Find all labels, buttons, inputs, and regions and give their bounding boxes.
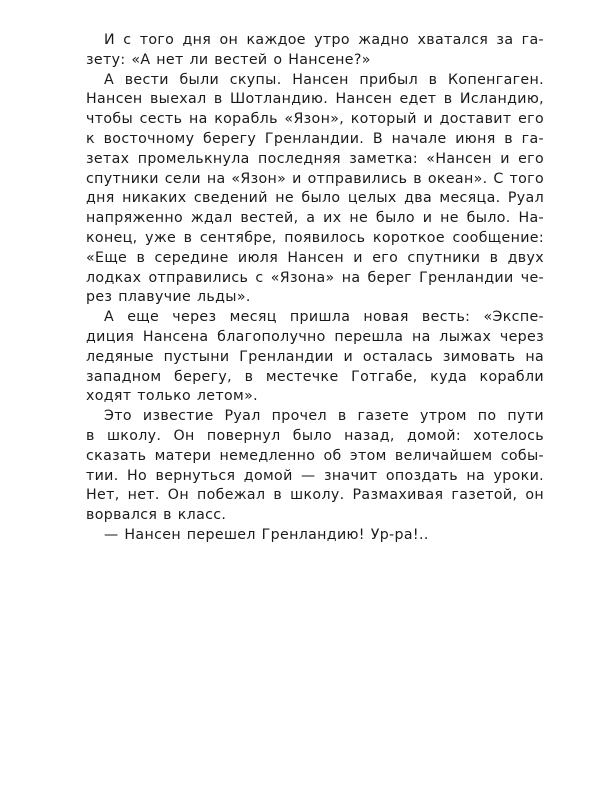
text-line: Нансен выехал в Шотландию. Нансен едет в Исландию, bbox=[86, 91, 544, 108]
paragraph bbox=[86, 526, 544, 546]
paragraph bbox=[86, 31, 544, 71]
text-line: диция Нансена благополучно перешла на лыжах через bbox=[86, 328, 544, 345]
text-line: в школу. Он повернул было назад, домой: хотелось bbox=[86, 427, 544, 444]
text-line: А еще через месяц пришла новая весть: «Экспе- bbox=[104, 309, 544, 326]
text-line: лодках отправились с «Язона» на берег Гренландии че- bbox=[86, 269, 544, 286]
text-line: Это известие Руал прочел в газете утром по пути bbox=[104, 408, 544, 425]
text-line: к восточному берегу Гренландии. В начале июня в га- bbox=[86, 130, 544, 147]
text-line: ворвался в класс. bbox=[86, 507, 227, 524]
text-line: — Нансен перешел Гренландию! Ур-ра!.. bbox=[104, 526, 429, 543]
text-line: сказать матери немедленно об этом величайшем собы- bbox=[86, 447, 544, 464]
text-line: Нет, нет. Он побежал в школу. Размахивая газетой, он bbox=[86, 487, 544, 504]
text-line: «Еще в середине июля Нансен и его спутники в двух bbox=[86, 249, 544, 266]
paragraph bbox=[86, 407, 544, 526]
text-line: чтобы сесть на корабль «Язон», который и доставит его bbox=[86, 111, 544, 128]
text-line: ходят только летом». bbox=[86, 388, 258, 405]
text-line: зетах промелькнула последняя заметка: «Нансен и его bbox=[86, 150, 544, 167]
text-line: напряженно ждал вестей, а их не было и не было. На- bbox=[86, 210, 544, 227]
text-line: дня никаких сведений не было целых два месяца. Руал bbox=[86, 190, 544, 207]
text-line: зету: «А нет ли вестей о Нансене?» bbox=[86, 51, 371, 68]
text-line: западном берегу, в местечке Готгабе, куда корабли bbox=[86, 368, 544, 385]
text-line: конец, уже в сентябре, появилось короткое сообщение: bbox=[86, 229, 544, 246]
paragraph bbox=[86, 308, 544, 407]
text-line: рез плавучие льды». bbox=[86, 289, 251, 306]
text-line: тии. Но вернуться домой — значит опоздать на уроки. bbox=[86, 467, 544, 484]
text-line: ледяные пустыни Гренландии и осталась зимовать на bbox=[86, 348, 544, 365]
text-line: И с того дня он каждое утро жадно хватался за га- bbox=[104, 32, 544, 48]
paragraph bbox=[86, 71, 544, 309]
text-line: спутники сели на «Язон» и отправились в океан». С того bbox=[86, 170, 544, 187]
text-line: А вести были скупы. Нансен прибыл в Копенгаген. bbox=[104, 71, 544, 88]
document-page bbox=[86, 31, 544, 546]
